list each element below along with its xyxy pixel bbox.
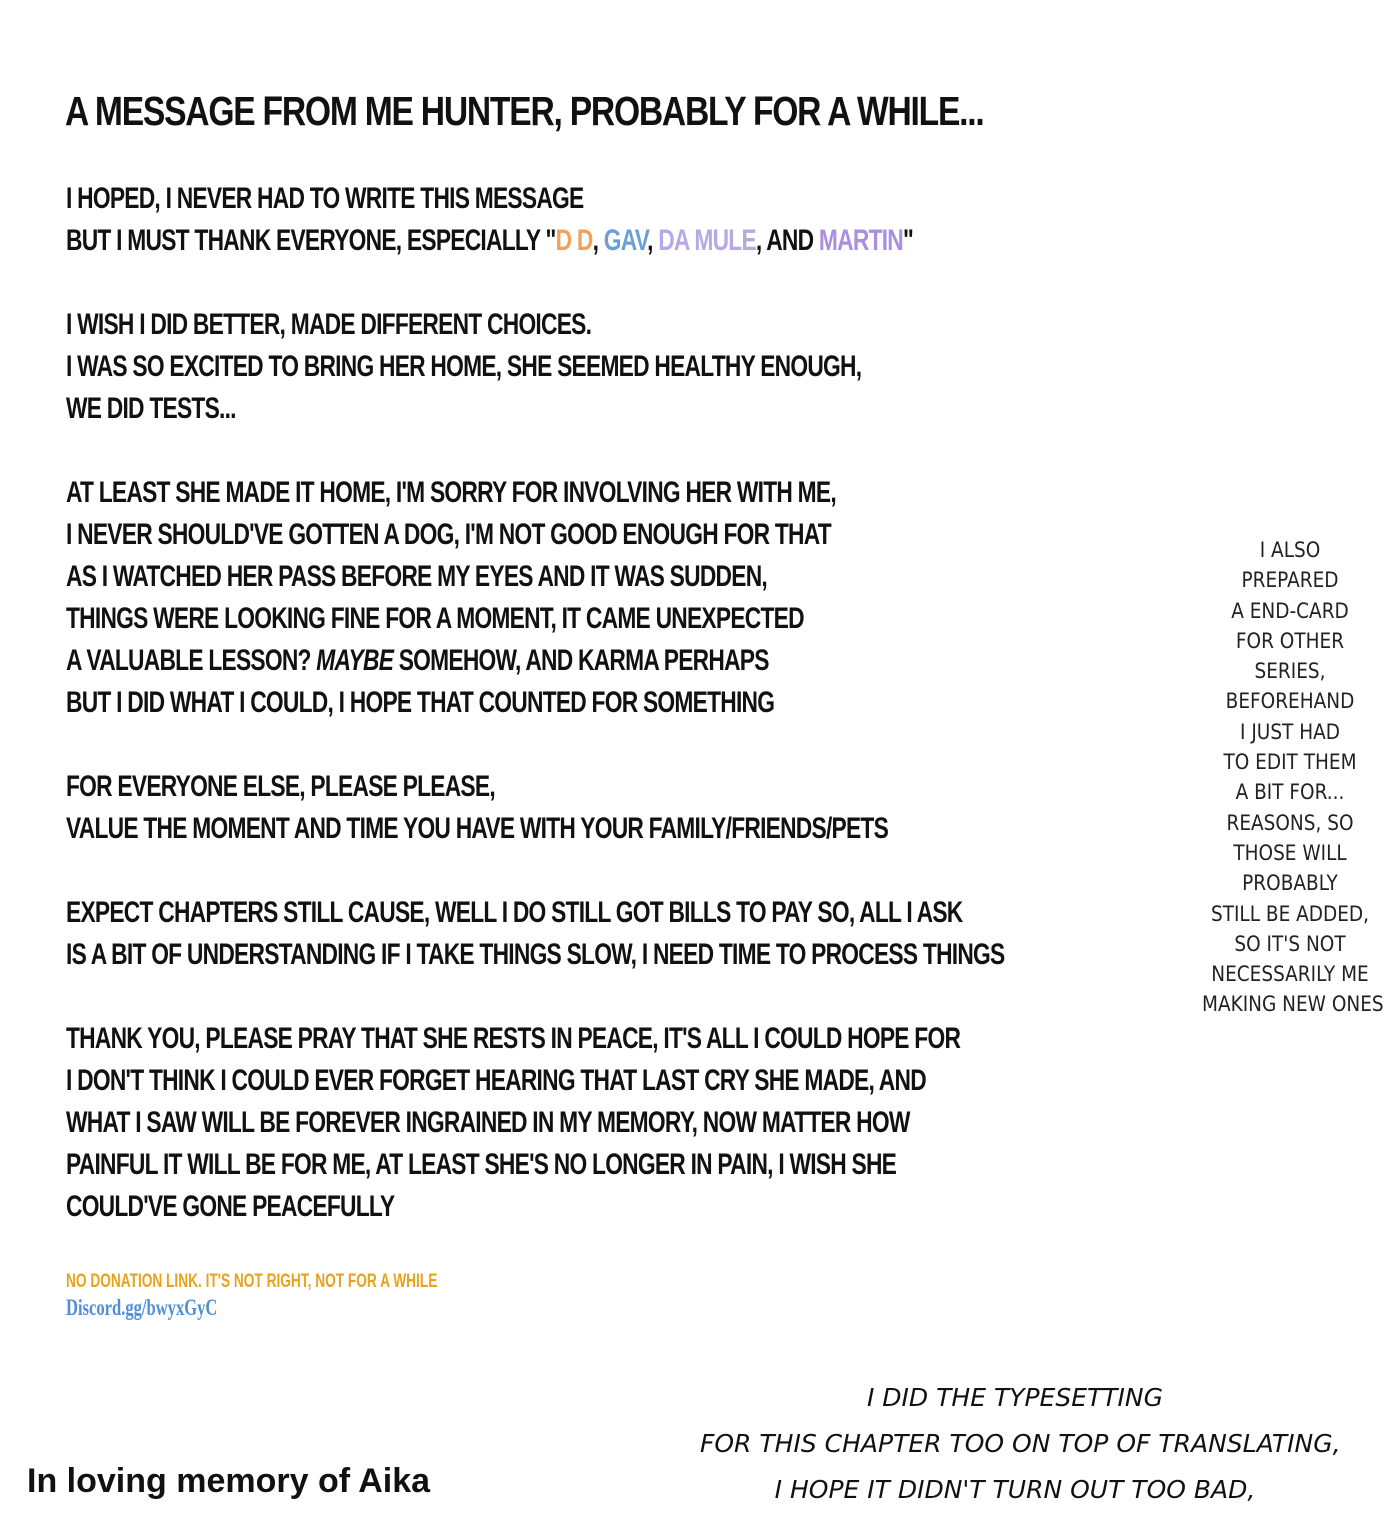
message-line: I HOPED, I NEVER HAD TO WRITE THIS MESSAGE bbox=[66, 182, 584, 215]
message-line: BUT I DID WHAT I COULD, I HOPE THAT COUNTED FOR SOMETHING bbox=[66, 686, 775, 719]
message-line: WHAT I SAW WILL BE FOREVER INGRAINED IN MY MEMORY, NOW MATTER HOW bbox=[66, 1106, 910, 1139]
paragraph-gap bbox=[66, 430, 1004, 472]
name-martin: MARTIN bbox=[818, 224, 904, 257]
name-separator: , AND bbox=[755, 224, 819, 257]
thanks-suffix: " bbox=[903, 224, 914, 257]
memorial-heading: In loving memory of Aika bbox=[27, 1462, 431, 1500]
sidenote-line: REASONS, SO bbox=[1226, 810, 1354, 835]
thanks-prefix: BUT I MUST THANK EVERYONE, ESPECIALLY " bbox=[66, 224, 556, 257]
donation-note: NO DONATION LINK. IT'S NOT RIGHT, NOT FOR A WHILE bbox=[66, 1271, 438, 1292]
paragraph-gap bbox=[66, 724, 1004, 766]
sidenote-line: I JUST HAD bbox=[1240, 719, 1340, 744]
typesetting-line: FOR THIS CHAPTER TOO ON TOP OF TRANSLATING, bbox=[700, 1429, 1341, 1458]
message-line: I WAS SO EXCITED TO BRING HER HOME, SHE SEEMED HEALTHY ENOUGH, bbox=[66, 350, 862, 383]
paragraph-gap bbox=[66, 850, 1004, 892]
message-line: I WISH I DID BETTER, MADE DIFFERENT CHOICES. bbox=[66, 308, 592, 341]
name-dd: D D bbox=[555, 224, 593, 257]
sidenote-line: STILL BE ADDED, bbox=[1210, 901, 1370, 926]
name-separator: , bbox=[647, 224, 659, 257]
sidenote-line: MAKING NEW ONES bbox=[1202, 992, 1384, 1017]
footer bbox=[66, 1270, 437, 1322]
sidenote-line: FOR OTHER bbox=[1235, 628, 1345, 653]
end-card-note bbox=[1202, 535, 1384, 1020]
message-line: COULD'VE GONE PEACEFULLY bbox=[66, 1190, 395, 1223]
lesson-prefix: A VALUABLE LESSON? bbox=[66, 644, 317, 677]
discord-link[interactable]: Discord.gg/bwyxGyC bbox=[66, 1295, 218, 1320]
typesetting-line: I HOPE IT DIDN'T TURN OUT TOO BAD, bbox=[774, 1475, 1256, 1504]
sidenote-line: SERIES, bbox=[1254, 659, 1326, 684]
sidenote-line: SO IT'S NOT bbox=[1234, 931, 1346, 956]
sidenote-line: PREPARED bbox=[1241, 568, 1339, 593]
name-gav: GAV bbox=[603, 224, 648, 257]
sidenote-line: A END-CARD bbox=[1231, 598, 1349, 623]
message-line bbox=[66, 640, 1004, 682]
message-line: WE DID TESTS... bbox=[66, 392, 236, 425]
maybe-emphasis: MAYBE bbox=[316, 644, 394, 677]
message-line: I DON'T THINK I COULD EVER FORGET HEARING THAT LAST CRY SHE MADE, AND bbox=[66, 1064, 926, 1097]
message-line: THANK YOU, PLEASE PRAY THAT SHE RESTS IN PEACE, IT'S ALL I COULD HOPE FOR bbox=[66, 1022, 961, 1055]
sidenote-line: BEFOREHAND bbox=[1225, 689, 1355, 714]
sidenote-line: NECESSARILY ME bbox=[1211, 962, 1369, 987]
sidenote-line: PROBABLY bbox=[1242, 871, 1338, 896]
message-line: I NEVER SHOULD'VE GOTTEN A DOG, I'M NOT GOOD ENOUGH FOR THAT bbox=[66, 518, 831, 551]
paragraph-gap bbox=[66, 976, 1004, 1018]
message-body bbox=[66, 178, 1004, 1228]
message-line: AS I WATCHED HER PASS BEFORE MY EYES AND IT WAS SUDDEN, bbox=[66, 560, 767, 593]
typesetting-line: I DID THE TYPESETTING bbox=[866, 1383, 1164, 1412]
name-da-mule: DA MULE bbox=[658, 224, 756, 257]
message-line: IS A BIT OF UNDERSTANDING IF I TAKE THINGS SLOW, I NEED TIME TO PROCESS THINGS bbox=[66, 938, 1005, 971]
lesson-suffix: SOMEHOW, AND KARMA PERHAPS bbox=[393, 644, 769, 677]
thanks-line bbox=[66, 220, 1004, 262]
message-line: VALUE THE MOMENT AND TIME YOU HAVE WITH YOUR FAMILY/FRIENDS/PETS bbox=[66, 812, 889, 845]
message-line: AT LEAST SHE MADE IT HOME, I'M SORRY FOR INVOLVING HER WITH ME, bbox=[66, 476, 836, 509]
message-line: EXPECT CHAPTERS STILL CAUSE, WELL I DO STILL GOT BILLS TO PAY SO, ALL I ASK bbox=[66, 896, 963, 929]
sidenote-line: I ALSO bbox=[1259, 538, 1321, 562]
sidenote-line: THOSE WILL bbox=[1233, 840, 1347, 865]
sidenote-line: TO EDIT THEM bbox=[1223, 750, 1357, 775]
paragraph-gap bbox=[66, 262, 1004, 304]
message-line: FOR EVERYONE ELSE, PLEASE PLEASE, bbox=[66, 770, 495, 803]
typesetting-note bbox=[700, 1375, 1341, 1513]
message-line: PAINFUL IT WILL BE FOR ME, AT LEAST SHE'S NO LONGER IN PAIN, I WISH SHE bbox=[66, 1148, 897, 1181]
name-separator: , bbox=[592, 224, 604, 257]
message-line: THINGS WERE LOOKING FINE FOR A MOMENT, IT CAME UNEXPECTED bbox=[66, 602, 804, 635]
sidenote-line: A BIT FOR... bbox=[1235, 780, 1345, 805]
page-title: A MESSAGE FROM ME HUNTER, PROBABLY FOR A WHILE... bbox=[65, 88, 984, 134]
